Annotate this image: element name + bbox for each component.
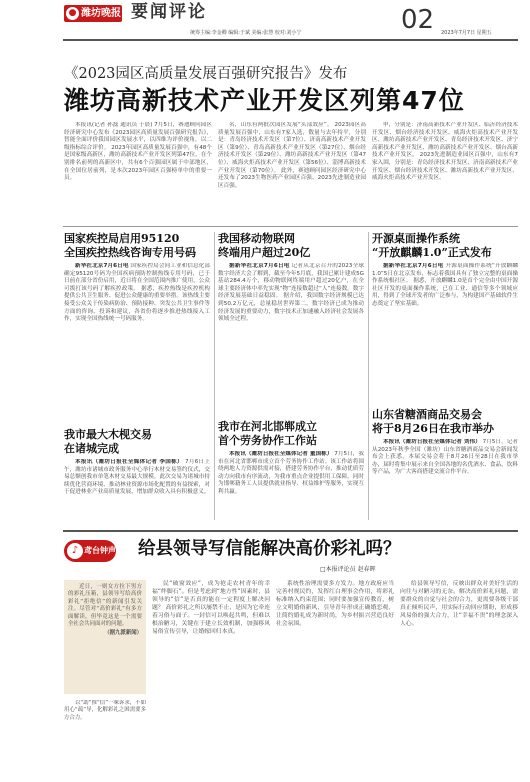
quote-box: [64, 580, 146, 780]
article-text: 7月5日，记者从2023年秋季全国（潍坊）山东省糖酒商品交易会新闻发布会上获悉，本届交易会将于8月26日至28日在我市举办，届时将集中展示来自全国各地的名优酒水、食品、饮料等产品，为广大客商搭建交流合作平台。: [372, 439, 518, 476]
brand-name: 潍坊晚报: [81, 8, 121, 19]
article-labor-station: [218, 420, 364, 520]
lead-kicker: 《2023园区高质量发展百强研究报告》发布: [64, 66, 348, 82]
logo-circle-icon: ●: [66, 7, 79, 20]
lead-column-2: [218, 122, 366, 222]
article-byline: 新华社北京7月6日电: [75, 263, 129, 269]
lead-column-3: [372, 122, 518, 222]
column-divider: [368, 232, 369, 520]
article-byline: 据新华社北京7月6日电: [229, 263, 290, 269]
article-headline: 开源桌面操作系统 “开放麒麟1.0”正式发布: [372, 232, 492, 259]
column-paragraph-2: 系统性治理需要多方发力。地方政府应当完善村规民约，发挥红白理事会作用，将彩礼标准纳入约束范围；同时要加强宣传教育，树立文明婚俗新风，引导青年形成正确婚恋观，让简约婚礼成为新时尚，为乡村振兴营造良好社会氛围。: [276, 581, 394, 627]
column-headline: 给县领导写信能解决高价彩礼吗？: [138, 539, 401, 559]
column-brand-name: 鸢台钟声: [84, 546, 116, 555]
quote-box-body: [64, 580, 146, 694]
article-byline: 本报讯（潍坊日报社全媒体记者 刘伟）: [383, 439, 481, 445]
article-headline: 我市在河北邯郸成立 首个劳务协作工作站: [218, 420, 317, 447]
column-text-2: [276, 580, 394, 780]
quote-text: 近日，一则女方拉下男方的彩礼压箱，县领导写给高价彩礼“拒绝信”的新闻引发关注。尽管对“高价彩礼”有多方面解读，但毕竟这是一个需要全社会共同面对的问题。: [68, 584, 142, 628]
article-byline: 本报讯（潍坊日报社全媒体记者 董国栋）: [229, 451, 333, 457]
editors-line: 统筹主编:李金卿 编辑:于斌 美编:张慧 校对:刘小宁: [190, 30, 302, 36]
article-headline: 国家疾控局启用95120 全国疾控热线咨询专用号码: [64, 232, 196, 259]
masthead: [0, 0, 530, 40]
article-body: [372, 439, 518, 519]
article-openkylin: [372, 232, 518, 402]
column-text-1: [152, 580, 270, 780]
footnote-text: 以“助”推“信”一味诉求，不如用心“疏”导，化解彩礼之困需要多方合力。: [64, 700, 146, 721]
lead-headline: 潍坊高新技术产业开发区列第47位: [64, 86, 465, 115]
article-headline: 我市最大木枧交易 在诸城完成: [64, 428, 152, 455]
article-iot-users: [218, 232, 364, 412]
lead-text-1: 本报讯(记者 孙磊 通讯员 于晨) 7月5日，赛迪顾问园区经济研究中心发布《2023园区高质量发展百强研究报告》，智能全面评价我国园区发展水平，以四维为评价视角，以二级指标综合评价。 2023年园区高质量发展百强中，有48个是国家级高新区，潍坊高新技术产业开发区列第47位，在个别排名前列的高新区中，共有6个百强园区属于中部地区，在全国位居前列，是本次2023年园区百强榜单中的重要一员。: [64, 122, 212, 182]
article-text: 7月5日，我市在河北省邯郸市成立首个劳务协作工作站。该工作站将围绕两地人力资源供需对接，搭建劳务协作平台，推动优质劳动力向我市有序流动，为我市重点企业提供用工保障，同时为邯郸籍务工人员提供就业指导、权益维护等服务，实现互利共赢。: [218, 451, 364, 495]
article-text: 记者从北京召开的2023全球数字经济大会了解到，截至今年5月底，我国已累计建成5G基站284.4万个，移动物联网终端用户超过20亿户，在全球主要经济体中率先实现“物”连接数超过“人”连接数。数字经济发展基础日益稳固。 据介绍，我国数字经济规模已达到50.2万亿元，总量稳居世界第二，数字经济已成为推动经济发展的重要动力，数字技术正加速融入经济社会发展各领域全过程。: [218, 263, 364, 323]
article-body: [64, 459, 210, 519]
page-number: 02: [401, 5, 435, 35]
article-text: 7月6日上午，潍坊市诸城市政务服务中心举行木材交易签约仪式，交易总额创我市单笔木材交易最大规模。此次交易为诸城市持续优化营商环境、推动林业资源市场化配置的有益探索，对于促进林业产业高质量发展、增加群众收入具有积极意义。: [64, 459, 210, 496]
column-author: □本报评论员 赵春晖: [320, 566, 376, 573]
lead-text-3: 申，分别是：济南高新技术产业开发区、临沂经济技术开发区、烟台经济技术开发区、威海火炬高技术产业开发区、潍坊高新技术产业开发区、青岛经济技术开发区、济宁高新技术产业开发区、潍坊高新技术产业开发区、烟台高新技术产业开发区。 2023先进制造业园区百强中，山东有7家入围，分别是：青岛经济技术开发区、济南高新技术产业开发区、烟台经济技术开发区、潍坊高新技术产业开发区、威海火炬高技术产业开发区。: [372, 122, 518, 182]
section-title: 要闻评论: [131, 2, 207, 22]
masthead-rule: [63, 39, 518, 41]
lead-text-2: 名，山东有两批次园区发展“头部效应”。 2023园区高质量发展百强中，山东有7家入选，数量与去年持平，分别是：青岛经济技术开发区（第7位）、济南高新技术产业开发区（第9位）、青岛高新技术产业开发区（第27位）、烟台经济技术开发区（第29位）、潍坊高新技术产业开发区（第47位）、威海火炬高技术产业开发区（第56位）、淄博高新技术产业开发区（第70位）。 此外，赛迪顾问园区经济研究中心还发布了2023生物医药产业园区百强、2023先进制造业园区百强。: [218, 122, 366, 189]
column-footnote: [64, 700, 146, 758]
lead-column-1: [64, 122, 212, 222]
article-body: [218, 451, 364, 519]
article-sugar-wine-fair: [372, 408, 518, 520]
column-paragraph-3: 给县领导写信，反映出群众对美好生活的向往与对陋习的无奈。解决高价彩礼问题，需要群众的自觉与社会的合力，更需要各级干部真正倾听民声，用实际行动回应期盼，形成移风易俗的强大合力，让“幸福不贵”的理念深入人心。: [400, 581, 518, 627]
section-divider: [63, 226, 518, 227]
article-byline: 据新华社北京7月6日电: [383, 263, 444, 269]
column-paragraph-1: 民“破窗效应”，成为抢走农村青年的幸福“绊脚石”。但是考虑到“地方性”因素时，县领导的“信”是否真的能在一定程度上解决问题？ 高价彩礼之所以屡禁不止，是因为它牵连着习俗与面子。一封信可以唤起共鸣，但难以根治陋习，关键在于建立长效机制，加强移风易俗宣传引导，让婚嫁回归本真。: [152, 581, 270, 635]
article-headline: 山东省糖酒商品交易会 将于8月26日在我市举办: [372, 408, 494, 435]
article-body: [218, 263, 364, 411]
column-divider: [214, 232, 215, 520]
newspaper-logo: [64, 5, 122, 22]
article-text: 国家疾控局会同工业和信息化部确定95120号码为全国疾病预防控制热线专用号码，已于日前在部分省份启用，近日将在全国范围内推广使用，公众可拨打该号码了解疾控政策。 据悉，疾控热线是疾控机构提供公共卫生服务、促进公众健康的重要举措。该热线主要接受公众关于传染病防治、预防接种、突发公共卫生事件等方面的咨询、投诉和建议，各省份将逐步推进热线接入工作，实现全国热线统一号码服务。: [64, 263, 210, 323]
quote-source: （据九派新闻）: [104, 630, 142, 637]
issue-date: 2023年7月7日 星期五: [441, 30, 492, 36]
article-timber-trade: [64, 428, 210, 520]
column-text-3: [400, 580, 518, 780]
article-text: 开源桌面操作系统“开放麒麟1.0”5日在北京发布，标志着我国具有了独立完整的桌面操作系统根社区。 据悉，开放麒麟1.0是首个完全由中国开源社区开发的桌面操作系统，已在工业、通信等多个领域应用，得到了全球开发者的广泛参与，为构建国产基础软件生态奠定了坚实基础。: [372, 263, 518, 307]
bell-icon: ♪: [67, 543, 83, 559]
column-brand: [64, 540, 116, 562]
commentary-rule: [63, 530, 518, 532]
article-headline: 我国移动物联网 终端用户超过20亿: [218, 232, 311, 259]
article-byline: 本报讯（潍坊日报社全媒体记者 李国栋）: [75, 459, 183, 465]
article-body: [372, 263, 518, 405]
